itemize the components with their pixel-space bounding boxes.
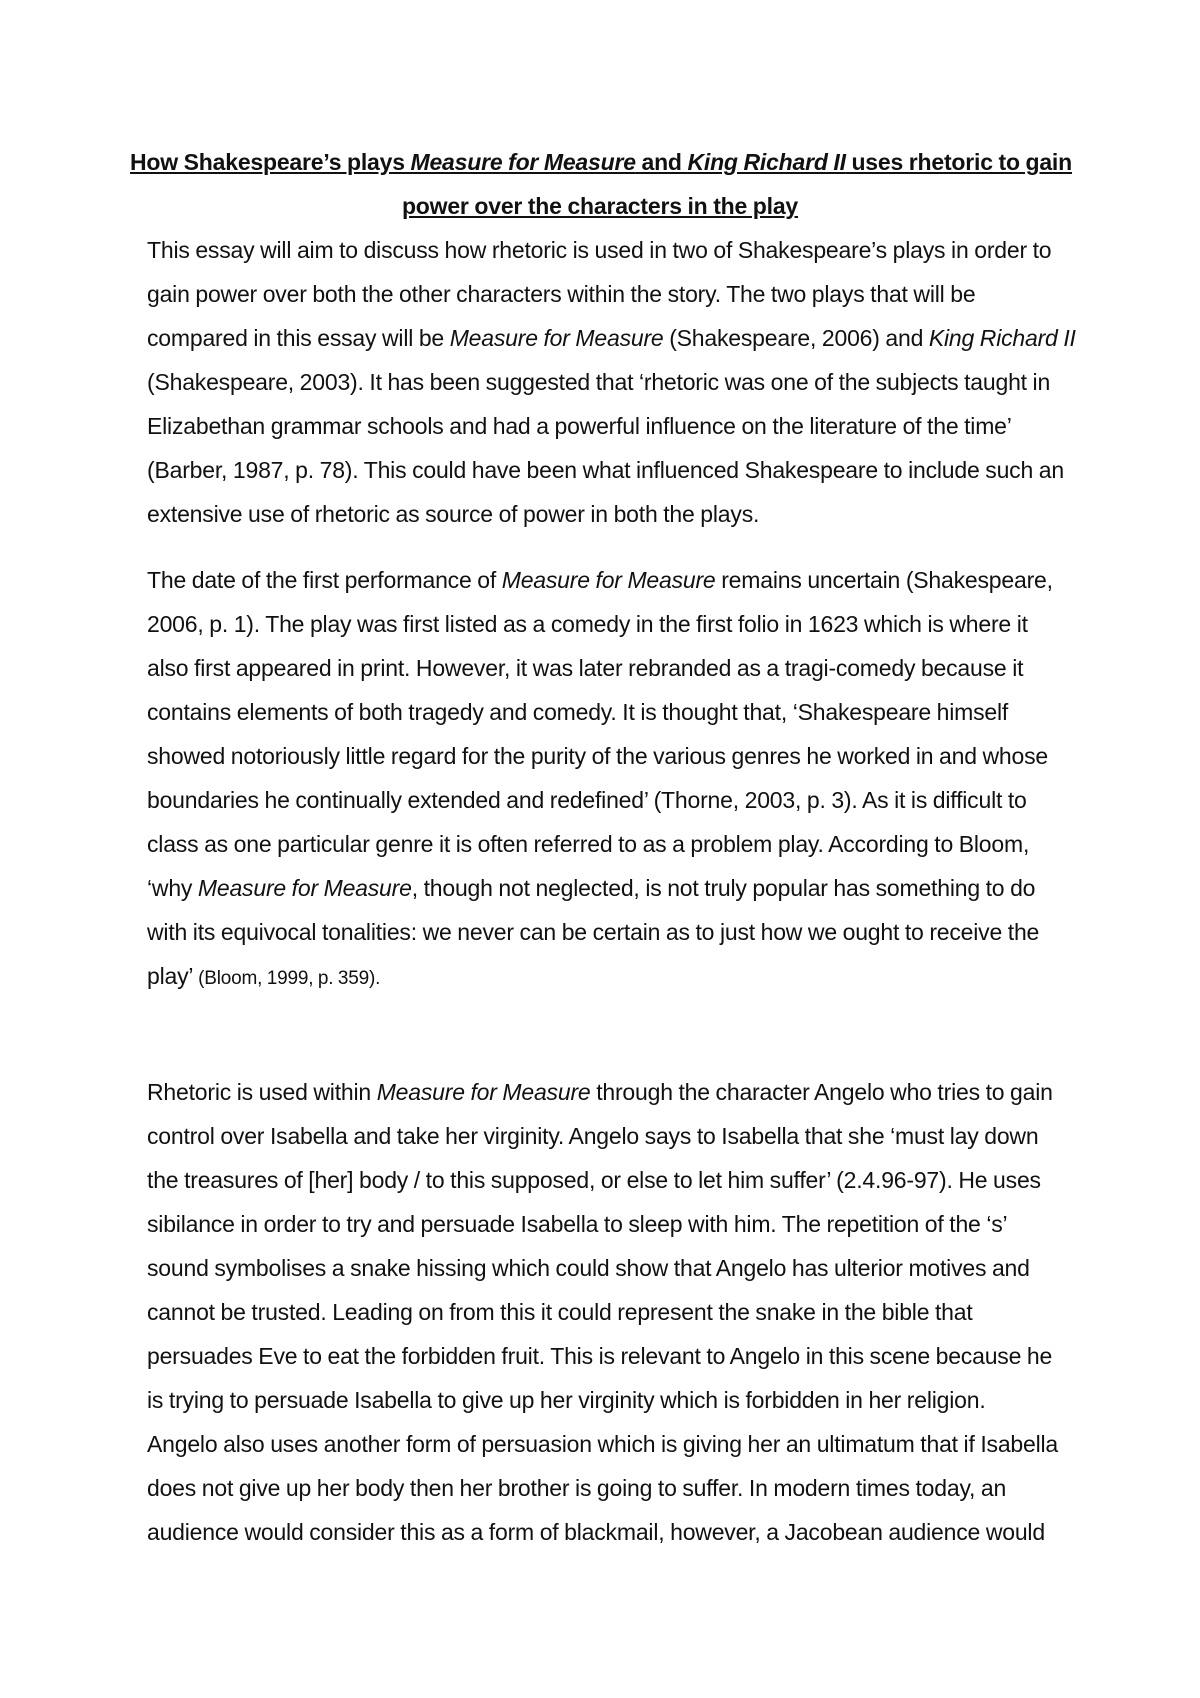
paragraph-line: (Barber, 1987, p. 78). This could have been what influenced Shakespeare to include such an	[147, 457, 1064, 483]
paragraph-line: This essay will aim to discuss how rhetoric is used in two of Shakespeare’s plays in order to	[147, 237, 1052, 263]
paragraph-line: 2006, p. 1). The play was first listed as a comedy in the first folio in 1623 which is where it	[147, 611, 1028, 637]
paragraph-line: The date of the first performance of Measure for Measure remains uncertain (Shakespeare,	[147, 567, 1053, 593]
paragraph-performance-date	[147, 558, 1067, 1001]
paragraph-line: ‘why Measure for Measure, though not neglected, is not truly popular has something to do	[147, 875, 1036, 901]
paragraph-line: Angelo also uses another form of persuasion which is giving her an ultimatum that if Isabella	[147, 1431, 1059, 1457]
title-line-2: power over the characters in the play	[401, 193, 799, 219]
paragraph-line: also first appeared in print. However, it was later rebranded as a tragi-comedy because it	[147, 655, 1024, 681]
paragraph-line: sibilance in order to try and persuade Isabella to sleep with him. The repetition of the ‘s’	[147, 1211, 1008, 1237]
paragraph-line: persuades Eve to eat the forbidden fruit. This is relevant to Angelo in this scene because he	[147, 1343, 1053, 1369]
paragraph-line: class as one particular genre it is often referred to as a problem play. According to Bloom,	[147, 831, 1030, 857]
paragraph-line: cannot be trusted. Leading on from this it could represent the snake in the bible that	[147, 1299, 973, 1325]
paragraph-line: compared in this essay will be Measure for Measure (Shakespeare, 2006) and King Richard II	[147, 325, 1076, 351]
paragraph-rhetoric-angelo	[147, 1070, 1067, 1554]
paragraph-line: (Shakespeare, 2003). It has been suggested that ‘rhetoric was one of the subjects taught in	[147, 369, 1051, 395]
paragraph-line: extensive use of rhetoric as source of power in both the plays.	[147, 501, 760, 527]
paragraph-line: control over Isabella and take her virginity. Angelo says to Isabella that she ‘must lay down	[147, 1123, 1039, 1149]
paragraph-line: the treasures of [her] body / to this supposed, or else to let him suffer’ (2.4.96-97). He uses	[147, 1167, 1041, 1193]
paragraph-line: with its equivocal tonalities: we never can be certain as to just how we ought to receive the	[147, 919, 1040, 945]
citation: (Bloom, 1999, p. 359).	[198, 968, 381, 989]
paragraph-line: showed notoriously little regard for the purity of the various genres he worked in and whose	[147, 743, 1049, 769]
paragraph-line: does not give up her body then her brother is going to suffer. In modern times today, an	[147, 1475, 1007, 1501]
paragraph-line: sound symbolises a snake hissing which could show that Angelo has ulterior motives and	[147, 1255, 1030, 1281]
paragraph-line: play’ (Bloom, 1999, p. 359).	[147, 963, 381, 989]
paragraph-line: Rhetoric is used within Measure for Measure through the character Angelo who tries to gain	[147, 1079, 1053, 1105]
paragraph-line: is trying to persuade Isabella to give up her virginity which is forbidden in her religion.	[147, 1387, 986, 1413]
paragraph-line: Elizabethan grammar schools and had a powerful influence on the literature of the time’	[147, 413, 1012, 439]
essay-title	[130, 140, 1070, 228]
paragraph-line: contains elements of both tragedy and comedy. It is thought that, ‘Shakespeare himself	[147, 699, 1009, 725]
paragraph-introduction	[147, 228, 1076, 536]
title-line-1: How Shakespeare’s plays Measure for Measure and King Richard II uses rhetoric to gain	[130, 149, 1072, 175]
paragraph-line: boundaries he continually extended and redefined’ (Thorne, 2003, p. 3). As it is difficult to	[147, 787, 1027, 813]
paragraph-line: audience would consider this as a form of blackmail, however, a Jacobean audience would	[147, 1519, 1045, 1545]
paragraph-line: gain power over both the other characters within the story. The two plays that will be	[147, 281, 976, 307]
